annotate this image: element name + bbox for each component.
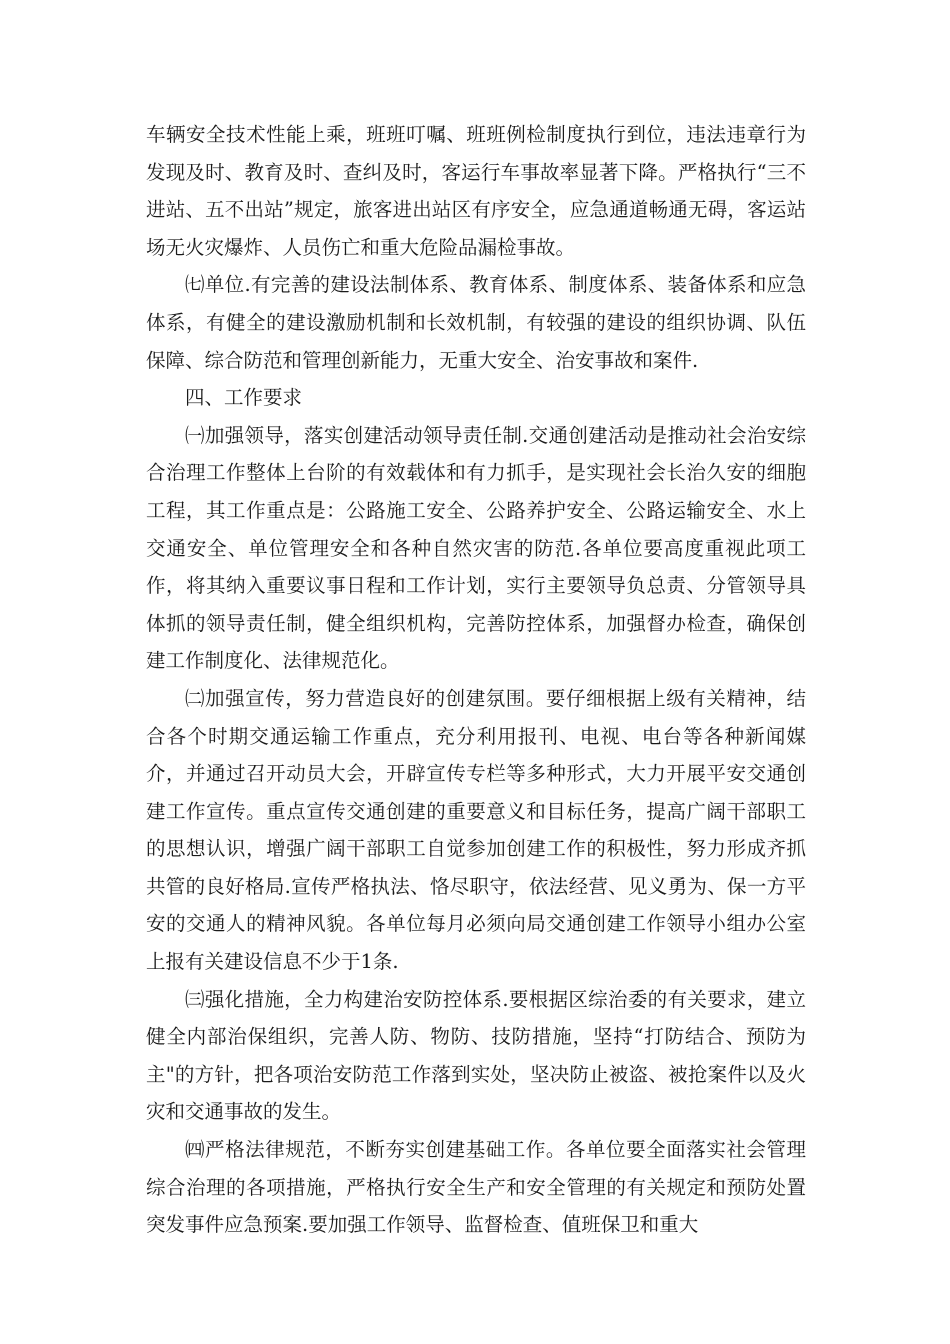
paragraph-item-4-legal-norms: ㈣严格法律规范，不断夯实创建基础工作。各单位要全面落实社会管理综合治理的各项措施，严格执行安全生产和安全管理的有关规定和预防处置突发事件应急预案.要加强工作领导、监督检查、值班保卫和重大	[146, 1138, 806, 1237]
section-heading-work-requirements: 四、工作要求	[185, 386, 303, 410]
paragraph-item-2-publicity: ㈡加强宣传，努力营造良好的创建氛围。要仔细根据上级有关精神，结合各个时期交通运输工作重点，充分利用报刊、电视、电台等各种新闻媒介，并通过召开动员大会，开辟宣传专栏等多种形式，大力开展平安交通创建工作宣传。重点宣传交通创建的重要意义和目标任务，提高广阔干部职工的思想认识，增强广阔干部职工自觉参加创建工作的积极性，努力形成齐抓共管的良好格局.宣传严格执法、恪尽职守，依法经营、见义勇为、保一方平安的交通人的精神风貌。各单位每月必须向局交通创建工作领导小组办公室上报有关建设信息不少于1条.	[146, 686, 806, 974]
paragraph-item-1-leadership: ㈠加强领导，落实创建活动领导责任制.交通创建活动是推动社会治安综合治理工作整体上台阶的有效载体和有力抓手，是实现社会长治久安的细胞工程，其工作重点是：公路施工安全、公路养护安全、公路运输安全、水上交通安全、单位管理安全和各种自然灾害的防范.各单位要高度重视此项工作，将其纳入重要议事日程和工作计划，实行主要领导负总责、分管领导具体抓的领导责任制，健全组织机构，完善防控体系，加强督办检查，确保创建工作制度化、法律规范化。	[146, 423, 806, 673]
paragraph-vehicle-safety: 车辆安全技术性能上乘，班班叮嘱、班班例检制度执行到位，违法违章行为发现及时、教育及时、查纠及时，客运行车事故率显著下降。严格执行“三不进站、五不出站”规定，旅客进出站区有序安全，应急通道畅通无碍，客运站场无火灾爆炸、人员伤亡和重大危险品漏检事故。	[146, 123, 806, 259]
paragraph-item-7-unit: ㈦单位.有完善的建设法制体系、教育体系、制度体系、装备体系和应急体系，有健全的建设激励机制和长效机制，有较强的建设的组织协调、队伍保障、综合防范和管理创新能力，无重大安全、治安事故和案件.	[146, 273, 806, 372]
document-body	[146, 116, 806, 1244]
paragraph-item-3-measures: ㈢强化措施，全力构建治安防控体系.要根据区综治委的有关要求，建立健全内部治保组织，完善人防、物防、技防措施，坚持“打防结合、预防为主"的方针，把各项治安防范工作落到实处，坚决防止被盗、被抢案件以及火灾和交通事故的发生。	[146, 987, 806, 1124]
